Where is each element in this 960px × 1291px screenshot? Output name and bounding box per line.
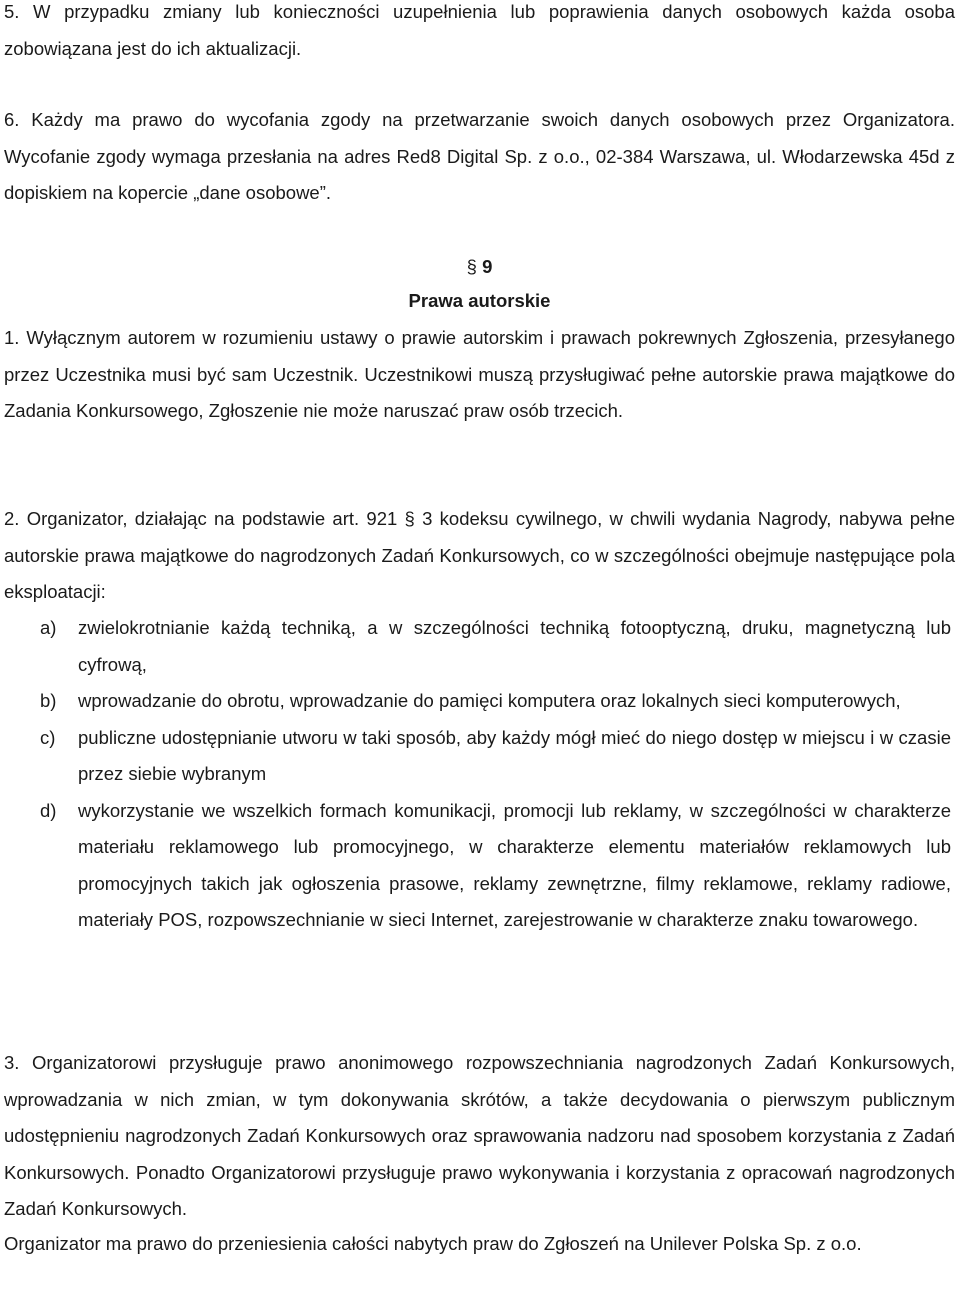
list-item-text: zwielokrotnianie każdą techniką, a w szczególności techniką fotooptyczną, druku, magnetyczną lub cyfrową, <box>78 617 951 675</box>
rights-paragraph-1: 1. Wyłącznym autorem w rozumieniu ustawy o prawie autorskim i prawach pokrewnych Zgłoszenia, przesyłanego przez Uczestnika musi być sam Uczestnik. Uczestnikowi muszą przysługiwać pełne autorskie prawa majątkowe do Zadania Konkursowego, Zgłoszenie nie może naruszać praw osób trzecich. <box>4 327 955 421</box>
list-item <box>4 793 955 939</box>
rights-paragraph-4: Organizator ma prawo do przeniesienia całości nabytych praw do Zgłoszeń na Unilever Polska Sp. z o.o. <box>4 1233 862 1254</box>
section-title: Prawa autorskie <box>408 290 551 311</box>
list-marker: c) <box>40 726 56 748</box>
rights-paragraph-2: 2. Organizator, działając na podstawie art. 921 § 3 kodeksu cywilnego, w chwili wydania Nagrody, nabywa pełne autorskie prawa majątkowe do nagrodzonych Zadań Konkursowych, co w szczególności obejmuje następujące pola eksploatacji: <box>4 508 955 602</box>
paragraph-6: 6. Każdy ma prawo do wycofania zgody na przetwarzanie swoich danych osobowych przez Organizatora. Wycofanie zgody wymaga przesłania na adres Red8 Digital Sp. z o.o., 02-384 Warszawa, ul. Włodarzewska 45d z dopiskiem na kopercie „dane osobowe”. <box>4 109 955 203</box>
section-symbol: § <box>466 256 477 277</box>
list-item <box>4 720 955 793</box>
list-item-text: wprowadzanie do obrotu, wprowadzanie do pamięci komputera oraz lokalnych sieci komputerowych, <box>78 690 901 711</box>
rights-paragraph-3: 3. Organizatorowi przysługuje prawo anonimowego rozpowszechniania nagrodzonych Zadań Konkursowych, wprowadzania w nich zmian, w tym dokonywania skrótów, a także decydowania o pierwszym publicznym udostępnieniu nagrodzonych Zadań Konkursowych oraz sprawowania nadzoru nad sposobem korzystania z Zadań Konkursowych. Ponadto Organizatorowi przysługuje prawo wykonywania i korzystania z opracowań nagrodzonych Zadań Konkursowych. <box>4 1052 955 1219</box>
list-marker: a) <box>40 617 57 638</box>
list-item-text: wykorzystanie we wszelkich formach komunikacji, promocji lub reklamy, w szczególności w charakterze materiału reklamowego lub promocyjnego, w charakterze elementu materiałów reklamowych lub promocyjnych takich jak ogłoszenia prasowe, reklamy zewnętrzne, filmy reklamowe, reklamy radiowe, materiały POS, rozpowszechnianie w sieci Internet, zarejestrowanie w charakterze znaku towarowego. <box>78 799 951 930</box>
section-number <box>4 249 955 286</box>
paragraph-5: 5. W przypadku zmiany lub konieczności uzupełnienia lub poprawienia danych osobowych każda osoba zobowiązana jest do ich aktualizacji. <box>4 1 955 59</box>
list-item <box>4 683 955 720</box>
list-item <box>4 610 955 683</box>
list-item-text: publiczne udostępnianie utworu w taki sposób, aby każdy mógł mieć do niego dostęp w miejscu i w czasie przez siebie wybranym <box>78 726 951 784</box>
section-number-value: 9 <box>482 256 493 277</box>
list-marker: b) <box>40 690 57 711</box>
list-marker: d) <box>40 799 57 821</box>
exploitation-fields-list <box>4 610 955 939</box>
